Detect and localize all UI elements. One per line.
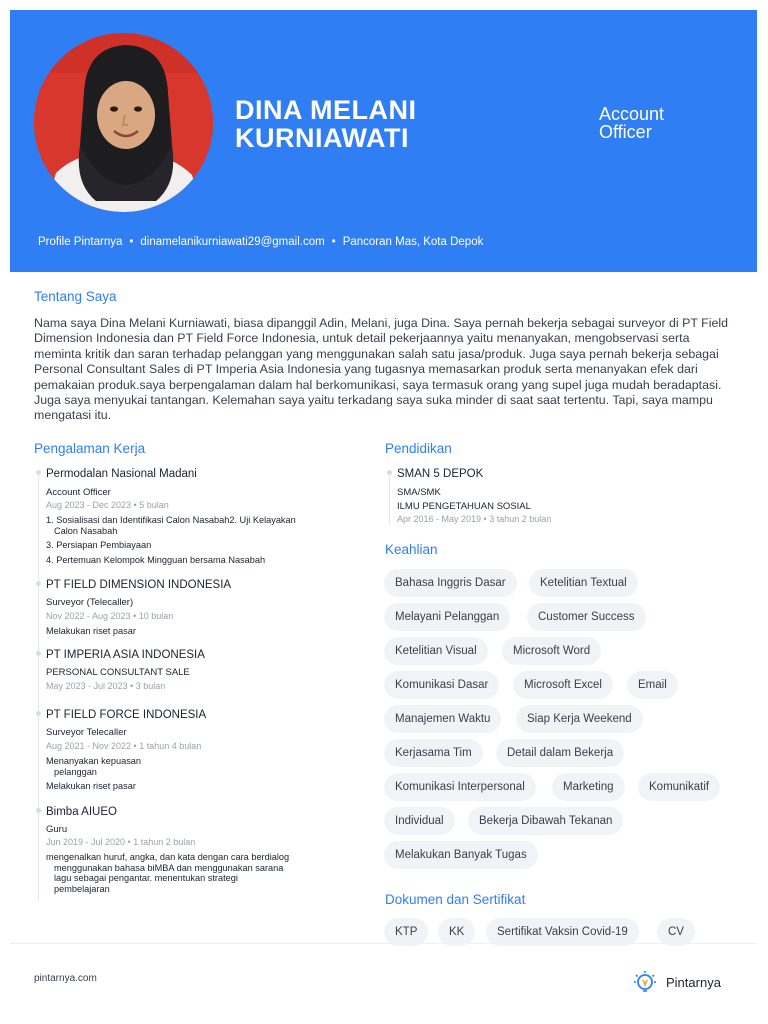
job-company: Permodalan Nasional Madani (46, 468, 197, 480)
skill-chip: Komunikasi Interpersonal (384, 773, 536, 801)
skill-chip: Manajemen Waktu (384, 705, 501, 733)
skill-chip: Ketelitian Textual (529, 569, 638, 597)
job-role: Surveyor (Telecaller) (46, 597, 134, 608)
about-title: Tentang Saya (34, 289, 117, 304)
job-description-line: 3. Persiapan Pembiayaan (46, 540, 152, 550)
timeline-dot (387, 470, 392, 475)
footer-brand[interactable] (632, 969, 721, 995)
job-company: PT FIELD FORCE INDONESIA (46, 709, 207, 721)
school-major: ILMU PENGETAHUAN SOSIAL (397, 501, 531, 512)
job-date: Aug 2023 - Dec 2023 • 5 bulan (46, 500, 169, 510)
profile-photo (34, 33, 213, 212)
skill-chip: Ketelitian Visual (384, 637, 488, 665)
skill-chip: Microsoft Word (502, 637, 601, 665)
job-company: Bimba AIUEO (46, 806, 117, 818)
about-text: Nama saya Dina Melani Kurniawati, biasa dipanggil Adin, Melani, juga Dina. Saya pernah bekerja sebagai surveyor di PT Field Dimension Indonesia dan PT Field Force Indonesia, untuk detail pekerjaannya yaitu menanyakan, mengobservasi serta meminta kritik dan saran terhadap pelanggan yang menggunakan salah satu jasa/produk. Juga saya pernah bekerja sebagai Personal Consultant Sales di PT Imperia Asia Indonesia yang tugasnya memasarkan produk serta menanyakan efek dari pemakaian produk.saya berpengalaman dalam hal berkomunikasi, saya termasuk orang yang supel juga mudah beradaptasi. Juga saya menyukai tantangan. Kelemahan saya yaitu terkadang saya suka minder di saat saat tertentu. Tapi, saya mampu mengatasi itu. (34, 316, 729, 423)
job-description-line: pembelajaran (54, 883, 110, 894)
timeline-dot (36, 470, 41, 475)
candidate-name-line2: KURNIAWATI (235, 123, 409, 153)
job-description-line: Calon Nasabah (54, 525, 118, 536)
job-role: PERSONAL CONSULTANT SALE (46, 667, 190, 678)
skill-chip: Bekerja Dibawah Tekanan (468, 807, 623, 835)
candidate-name-line1: DINA MELANI (235, 95, 417, 125)
job-date: Nov 2022 - Aug 2023 • 10 bulan (46, 611, 174, 621)
profile-link[interactable]: Profile Pintarnya (38, 236, 123, 248)
school-date: Apr 2016 - May 2019 • 3 tahun 2 bulan (397, 514, 552, 524)
job-title (599, 105, 664, 141)
job-description-line: 4. Pertemuan Kelompok Mingguan bersama Nasabah (46, 554, 266, 565)
document-chip[interactable]: Sertifikat Vaksin Covid-19 (486, 918, 639, 946)
school-name: SMAN 5 DEPOK (397, 468, 484, 480)
job-description (46, 626, 346, 637)
document-chip[interactable]: KK (438, 918, 475, 946)
education-timeline (389, 470, 390, 525)
skill-chip: Komunikasi Dasar (384, 671, 499, 699)
contact-bar (38, 236, 483, 248)
skill-chip: Detail dalam Bekerja (496, 739, 624, 767)
job-company: PT IMPERIA ASIA INDONESIA (46, 649, 205, 661)
school-level: SMA/SMK (397, 487, 441, 498)
contact-separator: • (129, 236, 134, 248)
job-role: Surveyor Telecaller (46, 727, 127, 738)
email-link[interactable]: dinamelanikurniawati29@gmail.com (140, 236, 325, 248)
skill-chip: Kerjasama Tim (384, 739, 483, 767)
timeline-dot (36, 651, 41, 656)
document-chip[interactable]: KTP (384, 918, 428, 946)
profile-photo-illustration (34, 33, 213, 212)
job-date: Jun 2019 - Jul 2020 • 1 tahun 2 bulan (46, 837, 196, 847)
job-date: May 2023 - Jul 2023 • 3 bulan (46, 681, 166, 691)
footer-divider (10, 943, 757, 944)
job-title-line1: Account (599, 104, 665, 124)
job-role: Guru (46, 824, 68, 835)
skill-chip: Bahasa Inggris Dasar (384, 569, 517, 597)
contact-separator: • (331, 236, 336, 248)
skill-chip: Melayani Pelanggan (384, 603, 510, 631)
brand-name: Pintarnya (666, 974, 721, 990)
lightbulb-logo-icon (632, 969, 658, 995)
education-title: Pendidikan (385, 441, 452, 456)
skill-chip: Komunikatif (638, 773, 720, 801)
job-description-line: Melakukan riset pasar (46, 781, 136, 791)
job-description-line: Menanyakan kepuasan (46, 756, 142, 766)
experience-title: Pengalaman Kerja (34, 441, 146, 456)
candidate-name (235, 96, 417, 152)
document-chip[interactable]: CV (657, 918, 695, 946)
job-date: Aug 2021 - Nov 2022 • 1 tahun 4 bulan (46, 741, 202, 751)
skill-chip: Customer Success (527, 603, 646, 631)
job-role: Account Officer (46, 487, 111, 498)
job-company: PT FIELD DIMENSION INDONESIA (46, 579, 232, 591)
job-title-line2: Officer (599, 122, 652, 142)
experience-timeline (38, 470, 39, 900)
job-description-line: mengenalkan huruf, angka, dan kata dengan cara berdialog (46, 852, 290, 862)
job-description-line: lagu sebagai pengantar. menentukan strategi (54, 873, 238, 883)
job-description-line: 1. Sosialisasi dan Identifikasi Calon Nasabah2. Uji Kelayakan (46, 515, 296, 525)
skill-chip: Microsoft Excel (513, 671, 613, 699)
skill-chip: Individual (384, 807, 455, 835)
timeline-dot (36, 808, 41, 813)
skills-title: Keahlian (385, 542, 438, 557)
job-description (46, 852, 346, 894)
skill-chip: Melakukan Banyak Tugas (384, 841, 538, 869)
documents-title: Dokumen dan Sertifikat (385, 892, 526, 907)
skill-chip: Marketing (552, 773, 625, 801)
footer-url[interactable]: pintarnya.com (34, 973, 97, 984)
job-description (46, 756, 346, 792)
timeline-dot (36, 711, 41, 716)
job-description-line: pelanggan (54, 766, 97, 777)
skill-chip: Siap Kerja Weekend (516, 705, 643, 733)
timeline-dot (36, 581, 41, 586)
job-description-line: menggunakan bahasa biMBA dan menggunakan sarana (54, 862, 284, 873)
skill-chip: Email (627, 671, 678, 699)
location-text: Pancoran Mas, Kota Depok (342, 236, 484, 248)
job-description (46, 515, 346, 565)
job-description-line: Melakukan riset pasar (46, 626, 136, 636)
